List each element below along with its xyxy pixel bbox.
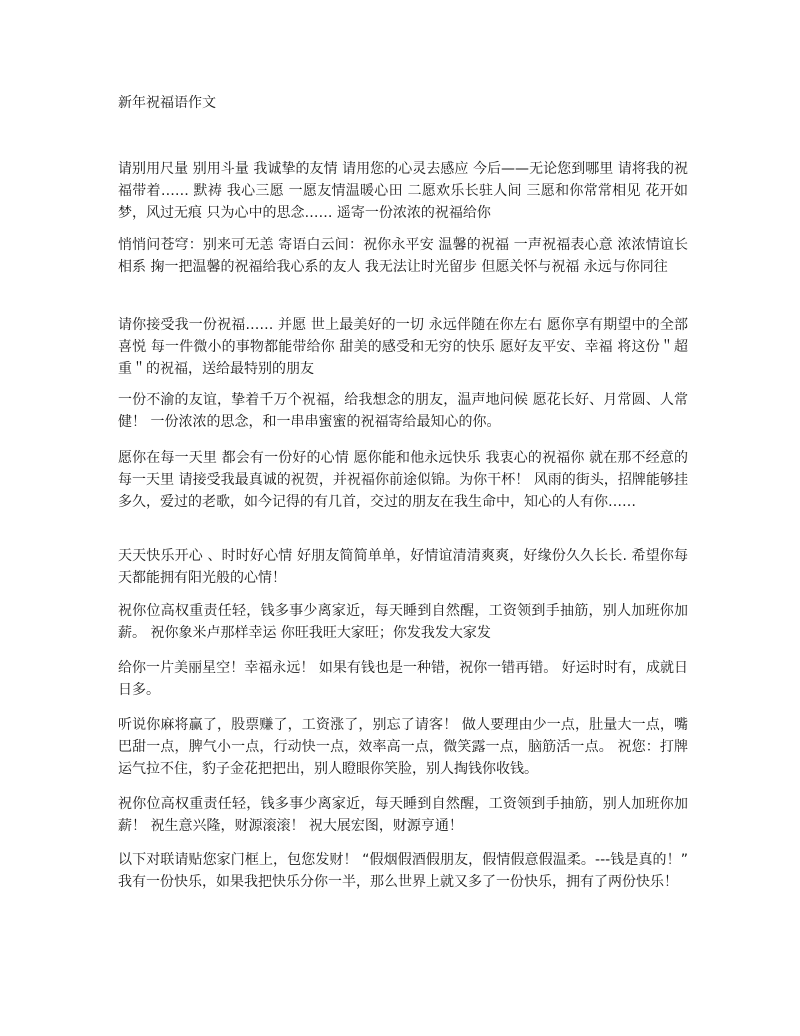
- paragraph: 祝你位高权重责任轻，钱多事少离家近，每天睡到自然醒，工资领到手抽筋，别人加班你加薪。 祝你象米卢那样幸运 你旺我旺大家旺；你发我发大家发: [118, 603, 688, 641]
- paragraph: 以下对联请贴您家门框上，包您发财！ “假烟假酒假朋友，假情假意假温柔。---钱是真的！” 我有一份快乐，如果我把快乐分你一半，那么世界上就又多了一份快乐，拥有了两份快乐！: [118, 852, 688, 890]
- paragraph: 悄悄问苍穹：别来可无恙 寄语白云间：祝你永平安 温馨的祝福 一声祝福表心意 浓浓情谊长相系 掬一把温馨的祝福给我心系的友人 我无法让时光留步 但愿关怀与祝福 永远与你同往: [118, 237, 688, 275]
- paragraph: 一份不渝的友谊，挚着千万个祝福，给我想念的朋友，温声地问候 愿花长好、月常圆、人常健！ 一份浓浓的思念，和一串串蜜蜜的祝福寄给最知心的你。: [118, 392, 688, 430]
- document-title: 新年祝福语作文: [118, 95, 216, 111]
- paragraph: 请你接受我一份祝福…… 并愿 世上最美好的一切 永远伴随在你左右 愿你享有期望中的全部喜悦 每一件微小的事物都能带给你 甜美的感受和无穷的快乐 愿好友平安、幸福 将这份＂超重＂的祝福，送给最特别的朋友: [118, 317, 688, 377]
- paragraph: 天天快乐开心 、时时好心情 好朋友简简单单，好情谊清清爽爽，好缘份久久长长. 希望你每天都能拥有阳光般的心情！: [118, 548, 688, 586]
- paragraph: 听说你麻将赢了，股票赚了，工资涨了，别忘了请客！ 做人要理由少一点，肚量大一点，嘴巴甜一点，脾气小一点，行动快一点，效率高一点，微笑露一点，脑筋活一点。 祝您：打牌运气拉不住，豹子金花把把出，别人瞪眼你笑脸，别人掏钱你收钱。: [118, 717, 688, 777]
- paragraph: 祝你位高权重责任轻，钱多事少离家近，每天睡到自然醒，工资领到手抽筋，别人加班你加薪！ 祝生意兴隆，财源滚滚！ 祝大展宏图，财源亨通！: [118, 796, 688, 834]
- paragraph: 请别用尺量 别用斗量 我诚挚的友情 请用您的心灵去感应 今后——无论您到哪里 请将我的祝福带着…… 默祷 我心三愿 一愿友情温暖心田 二愿欢乐长驻人间 三愿和你常常相见 花开如梦，风过无痕 只为心中的思念…… 遥寄一份浓浓的祝福给你: [118, 161, 688, 221]
- paragraph: 愿你在每一天里 都会有一份好的心情 愿你能和他永远快乐 我衷心的祝福你 就在那不经意的每一天里 请接受我最真诚的祝贺，并祝福你前途似锦。为你干杯！ 风雨的街头，招牌能够挂多久，爱过的老歌，如今记得的有几首，交过的朋友在我生命中，知心的人有你……: [118, 450, 688, 510]
- paragraph: 给你一片美丽星空！幸福永远！ 如果有钱也是一种错，祝你一错再错。 好运时时有，成就日日多。: [118, 660, 688, 698]
